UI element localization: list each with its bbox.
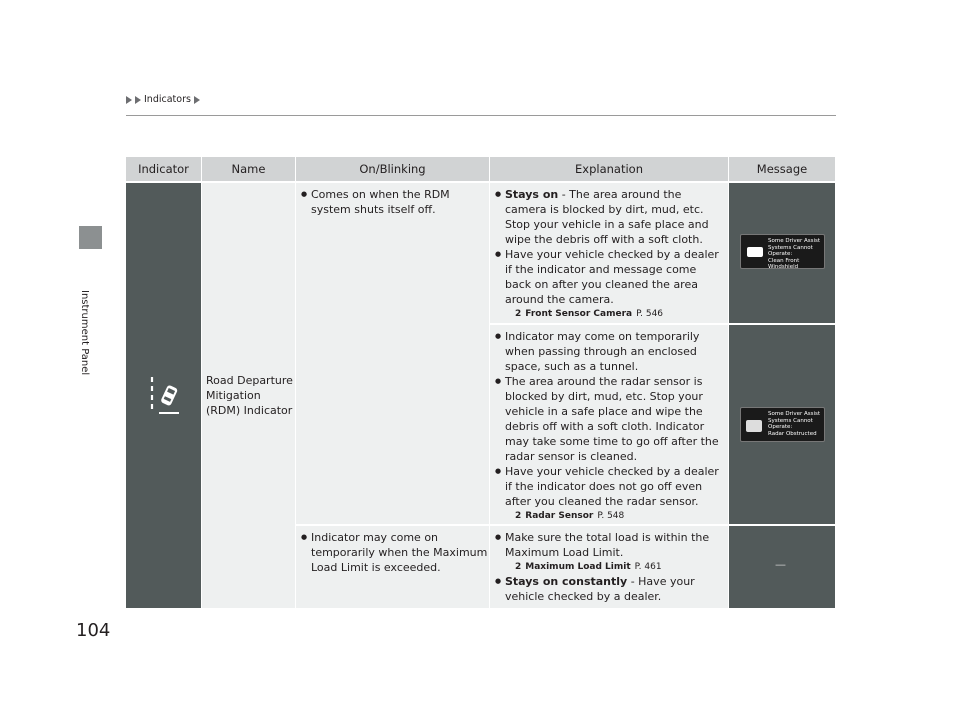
message-text: Some Driver Assist Systems Cannot Operate: Clean Front Windshield [768, 238, 821, 270]
breadcrumb [126, 94, 200, 105]
reference-page[interactable]: P. 548 [597, 511, 625, 521]
header-divider [126, 115, 836, 116]
message-cell-1 [729, 183, 835, 323]
explanation-item-text: - The area around the camera is blocked by dirt, mud, etc. Stop your vehicle in a safe place and wipe the debris off with a soft cloth. [505, 188, 709, 246]
message-cell-2 [729, 325, 835, 524]
reference-title[interactable]: Radar Sensor [525, 511, 594, 521]
on-blinking-item: ● Comes on when the RDM system shuts itself off. [301, 187, 491, 217]
message-display [740, 407, 825, 442]
explanation-item [495, 574, 723, 604]
message-empty-dash: — [775, 558, 786, 571]
reference-arrow-icon: 2 [515, 309, 522, 319]
cross-reference[interactable] [495, 307, 723, 321]
on-blinking-cell-1 [296, 183, 489, 524]
header-explanation: Explanation [490, 157, 728, 181]
explanation-item: ● Indicator may come on temporarily when passing through an enclosed space, such as a tunnel. [495, 329, 723, 374]
explanation-item-text: - Have your vehicle checked by a dealer. [505, 575, 695, 603]
explanation-item: ● The area around the radar sensor is blocked by dirt, mud, etc. Stop your vehicle in a safe place and wipe the debris off with a soft cloth. Indicator may take some time to go off after the radar sensor is cleaned. [495, 374, 723, 464]
chapter-tab-marker [79, 226, 102, 249]
message-cell-3 [729, 526, 835, 608]
explanation-item: ● Make sure the total load is within the Maximum Load Limit. [495, 530, 723, 560]
header-on-blinking: On/Blinking [296, 157, 489, 181]
cross-reference[interactable] [495, 509, 723, 523]
message-display [740, 234, 825, 269]
reference-page[interactable]: P. 546 [636, 309, 664, 319]
header-indicator: Indicator [126, 157, 201, 181]
name-line: Mitigation [206, 389, 261, 402]
reference-arrow-icon: 2 [515, 562, 522, 572]
rdm-car-lane-icon [148, 375, 182, 415]
header-name: Name [202, 157, 295, 181]
explanation-cell-3 [490, 526, 728, 608]
reference-title[interactable]: Maximum Load Limit [525, 562, 631, 572]
header-message: Message [729, 157, 835, 181]
cross-reference[interactable] [495, 560, 723, 574]
triangle-right-icon [126, 96, 132, 104]
indicator-cell [126, 183, 201, 608]
page-number: 104 [76, 620, 111, 641]
explanation-item [495, 187, 723, 247]
chapter-side-label: Instrument Panel [79, 290, 90, 376]
triangle-right-icon [194, 96, 200, 104]
reference-title[interactable]: Front Sensor Camera [525, 309, 633, 319]
triangle-right-icon [135, 96, 141, 104]
message-text: Some Driver Assist Systems Cannot Operate: Radar Obstructed [768, 411, 821, 437]
explanation-item-bold: Stays on constantly [505, 575, 628, 588]
name-line: Road Departure [206, 374, 293, 387]
indicator-name [206, 373, 293, 418]
explanation-cell-1 [490, 183, 728, 323]
radar-sensor-icon [746, 420, 762, 432]
explanation-item: ● Have your vehicle checked by a dealer if the indicator does not go off even after you cleaned the radar sensor. [495, 464, 723, 509]
explanation-item-text: Have your vehicle checked by a dealer if the indicator and message come back on after you cleaned the area around the camera. [505, 248, 719, 306]
explanation-cell-2 [490, 325, 728, 524]
name-cell [202, 183, 295, 608]
windshield-camera-icon [747, 247, 763, 257]
on-blinking-cell-3 [296, 526, 489, 608]
breadcrumb-label[interactable]: Indicators [144, 94, 191, 105]
explanation-item-bold: Stays on [505, 188, 559, 201]
name-line: (RDM) Indicator [206, 404, 293, 417]
explanation-item [495, 247, 723, 307]
reference-page[interactable]: P. 461 [634, 562, 662, 572]
on-blinking-item: ● Indicator may come on temporarily when the Maximum Load Limit is exceeded. [301, 530, 491, 575]
reference-arrow-icon: 2 [515, 511, 522, 521]
